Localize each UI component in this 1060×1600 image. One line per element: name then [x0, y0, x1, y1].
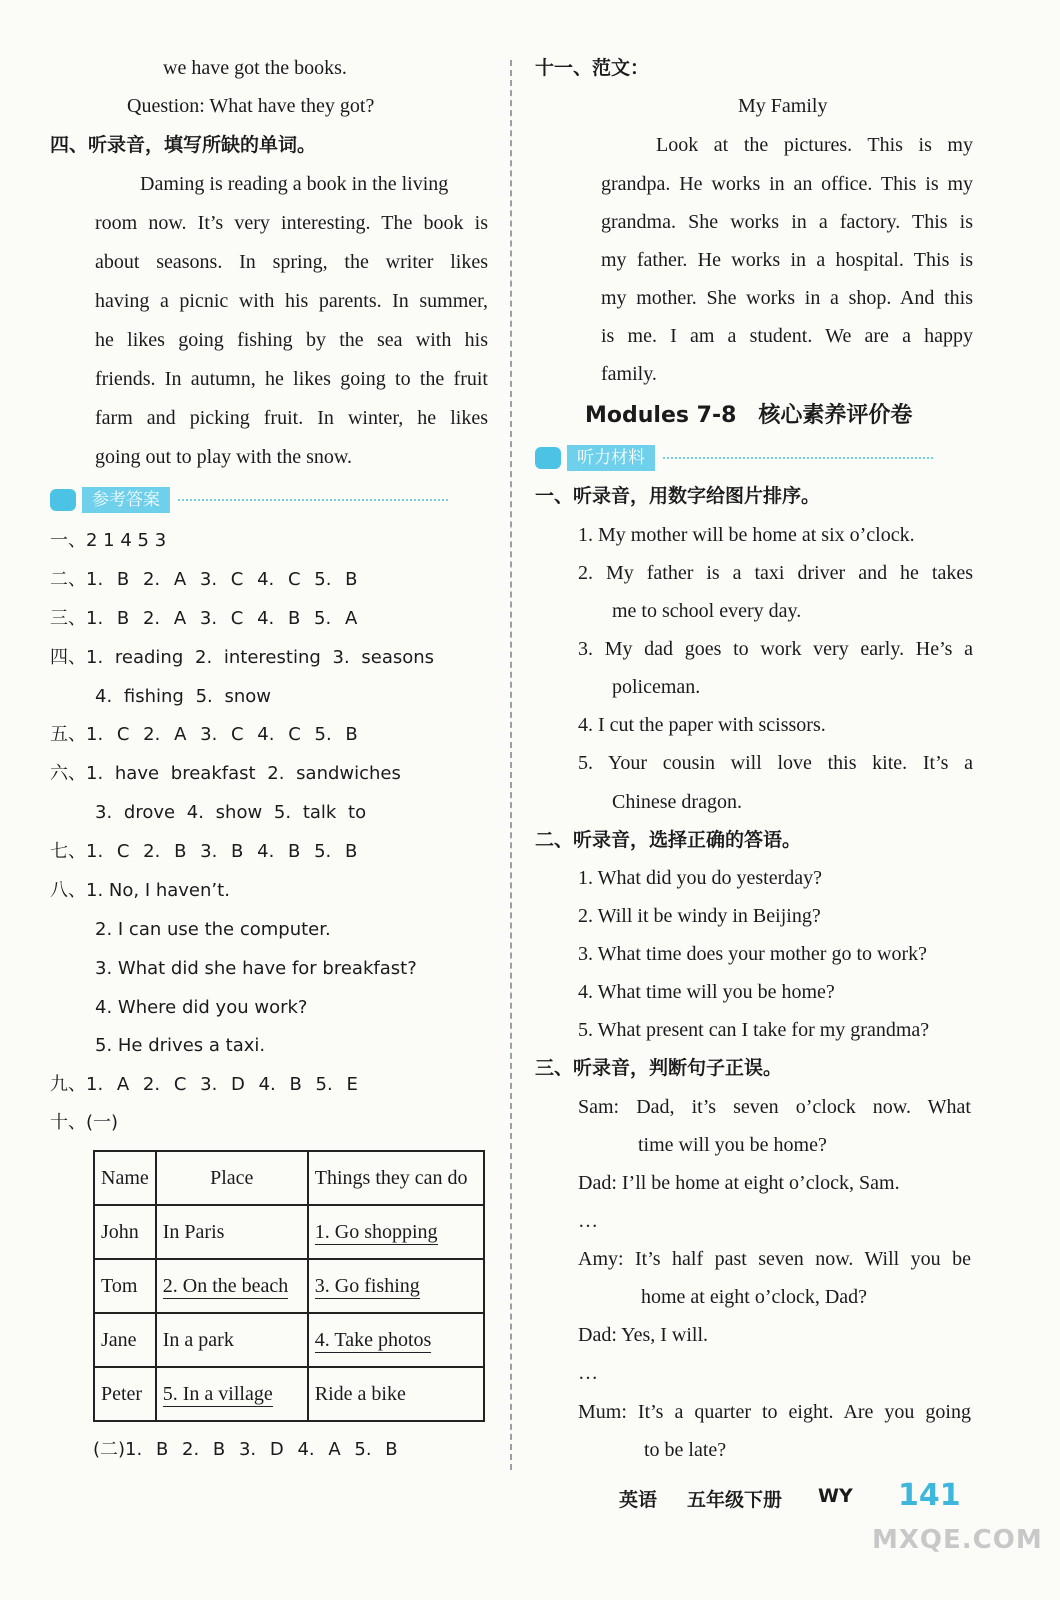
q2-title: 二、听录音，选择正确的答语。: [535, 829, 802, 851]
table-cell: Jane: [94, 1313, 156, 1367]
q2-line: 1. What did you do yesterday?: [578, 867, 823, 889]
q2-line: 2. Will it be windy in Beijing?: [578, 905, 821, 927]
table-cell: Tom: [94, 1259, 156, 1313]
q1-line: 1. My mother will be home at six o’clock.: [578, 524, 915, 546]
dialog-line: home at eight o’clock, Dad?: [641, 1286, 868, 1308]
dialog-line: time will you be home?: [638, 1134, 827, 1156]
q1-title: 一、听录音，用数字给图片排序。: [535, 485, 821, 507]
dotted-rule: [663, 457, 933, 459]
column-divider: [510, 60, 512, 1470]
q1-line: 5. Your cousin will love this kite. It’s a: [578, 752, 973, 774]
section-11-title: 十一、范文：: [535, 57, 650, 79]
footer-subject: 英语: [619, 1489, 658, 1511]
table-row: [94, 1313, 484, 1367]
section-4-title: 四、听录音，填写所缺的单词。: [50, 134, 317, 156]
para-line: going out to play with the snow.: [95, 446, 353, 468]
q1-line: 3. My dad goes to work very early. He’s a: [578, 638, 973, 660]
table-header: Name: [94, 1151, 156, 1205]
para-line: farm and picking fruit. In winter, he likes: [95, 407, 488, 429]
essay-line: Look at the pictures. This is my: [656, 134, 973, 156]
answer-line: 2. I can use the computer.: [95, 919, 331, 940]
dotted-rule: [178, 499, 448, 501]
essay-line: my mother. She works in a shop. And this: [601, 287, 973, 309]
answer-line: 3. drove 4. show 5. talk to: [95, 802, 367, 823]
table-row: [94, 1205, 484, 1259]
answer-tag: [50, 487, 448, 513]
answer-table: [93, 1150, 485, 1422]
table-cell: Peter: [94, 1367, 156, 1421]
q1-line: Chinese dragon.: [612, 791, 742, 813]
q1-line: policeman.: [612, 676, 701, 698]
essay-line: is me. I am a student. We are a happy: [601, 325, 973, 347]
footer-grade: 五年级下册: [687, 1489, 783, 1511]
watermark: MXQE.COM: [872, 1525, 1043, 1555]
answer-line: 5. He drives a taxi.: [95, 1035, 266, 1056]
headphones-icon: [535, 447, 561, 469]
essay-title: My Family: [738, 95, 828, 117]
table-cell: Ride a bike: [308, 1367, 484, 1421]
answer-underlined: 2. On the beach: [162, 1274, 289, 1297]
answer-line: 3. What did she have for breakfast?: [95, 958, 417, 979]
dialog-line: Dad: I’ll be home at eight o’clock, Sam.: [578, 1172, 900, 1194]
answer-line: 九、1. A 2. C 3. D 4. B 5. E: [50, 1074, 358, 1095]
answer-line: 六、1. have breakfast 2. sandwiches: [50, 763, 401, 784]
text-line: we have got the books.: [163, 57, 347, 79]
table-cell: John: [94, 1205, 156, 1259]
answer-line: 一、2 1 4 5 3: [50, 530, 167, 551]
para-line: friends. In autumn, he likes going to the fruit: [95, 368, 488, 390]
dialog-line: Dad: Yes, I will.: [578, 1324, 709, 1346]
answer-tag-label: 参考答案: [82, 487, 170, 513]
page-number: 141: [898, 1478, 961, 1513]
table-cell: [308, 1205, 484, 1259]
essay-line: my father. He works in a hospital. This is: [601, 249, 973, 271]
dialog-line: Sam: Dad, it’s seven o’clock now. What: [578, 1096, 971, 1118]
question-line: Question: What have they got?: [127, 95, 375, 117]
footer-edition: WY: [818, 1485, 853, 1507]
q2-line: 5. What present can I take for my grandma?: [578, 1019, 930, 1041]
para-line: Daming is reading a book in the living: [140, 173, 449, 195]
essay-line: grandpa. He works in an office. This is my: [601, 173, 973, 195]
q2-line: 4. What time will you be home?: [578, 981, 835, 1003]
table-row: [94, 1367, 484, 1421]
table-cell: In Paris: [156, 1205, 308, 1259]
answer-line: 三、1. B 2. A 3. C 4. B 5. A: [50, 608, 358, 629]
table-cell: [308, 1313, 484, 1367]
table-cell: [156, 1367, 308, 1421]
q2-line: 3. What time does your mother go to work?: [578, 943, 928, 965]
answer-underlined: 5. In a village: [162, 1382, 273, 1405]
table-cell: In a park: [156, 1313, 308, 1367]
para-line: he likes going fishing by the sea with his: [95, 329, 488, 351]
answer-line: 四、1. reading 2. interesting 3. seasons: [50, 647, 435, 668]
para-line: room now. It’s very interesting. The book is: [95, 212, 488, 234]
answer-line: (二)1. B 2. B 3. D 4. A 5. B: [93, 1439, 398, 1460]
answer-icon: [50, 489, 76, 511]
answer-line: 十、(一): [50, 1112, 119, 1133]
q1-line: me to school every day.: [612, 600, 802, 622]
para-line: having a picnic with his parents. In summer,: [95, 290, 488, 312]
essay-line: grandma. She works in a factory. This is: [601, 211, 973, 233]
dialog-line: Mum: It’s a quarter to eight. Are you going: [578, 1401, 971, 1423]
table-header-row: [94, 1151, 484, 1205]
answer-line: 七、1. C 2. B 3. B 4. B 5. B: [50, 841, 358, 862]
answer-underlined: 4. Take photos: [314, 1328, 432, 1351]
essay-line: family.: [601, 363, 657, 385]
answer-underlined: 1. Go shopping: [314, 1220, 438, 1243]
answer-underlined: 3. Go fishing: [314, 1274, 420, 1297]
table-header: Place: [156, 1151, 308, 1205]
listening-tag: [535, 445, 933, 471]
dialog-ellipsis: …: [578, 1210, 598, 1232]
dialog-line: to be late?: [644, 1439, 727, 1461]
q1-line: 4. I cut the paper with scissors.: [578, 714, 826, 736]
para-line: about seasons. In spring, the writer likes: [95, 251, 488, 273]
q1-line: 2. My father is a taxi driver and he takes: [578, 562, 973, 584]
dialog-line: Amy: It’s half past seven now. Will you be: [578, 1248, 971, 1270]
listening-tag-label: 听力材料: [567, 445, 655, 471]
answer-line: 八、1. No, I haven’t.: [50, 880, 230, 901]
answer-line: 二、1. B 2. A 3. C 4. C 5. B: [50, 569, 358, 590]
exam-heading: Modules 7-8 核心素养评价卷: [585, 403, 913, 428]
q3-title: 三、听录音，判断句子正误。: [535, 1057, 783, 1079]
dialog-ellipsis: …: [578, 1362, 598, 1384]
answer-line: 五、1. C 2. A 3. C 4. C 5. B: [50, 724, 358, 745]
table-cell: [156, 1259, 308, 1313]
answer-line: 4. Where did you work?: [95, 997, 308, 1018]
answer-line: 4. fishing 5. snow: [95, 686, 271, 707]
table-cell: [308, 1259, 484, 1313]
table-row: [94, 1259, 484, 1313]
table-header: Things they can do: [308, 1151, 484, 1205]
